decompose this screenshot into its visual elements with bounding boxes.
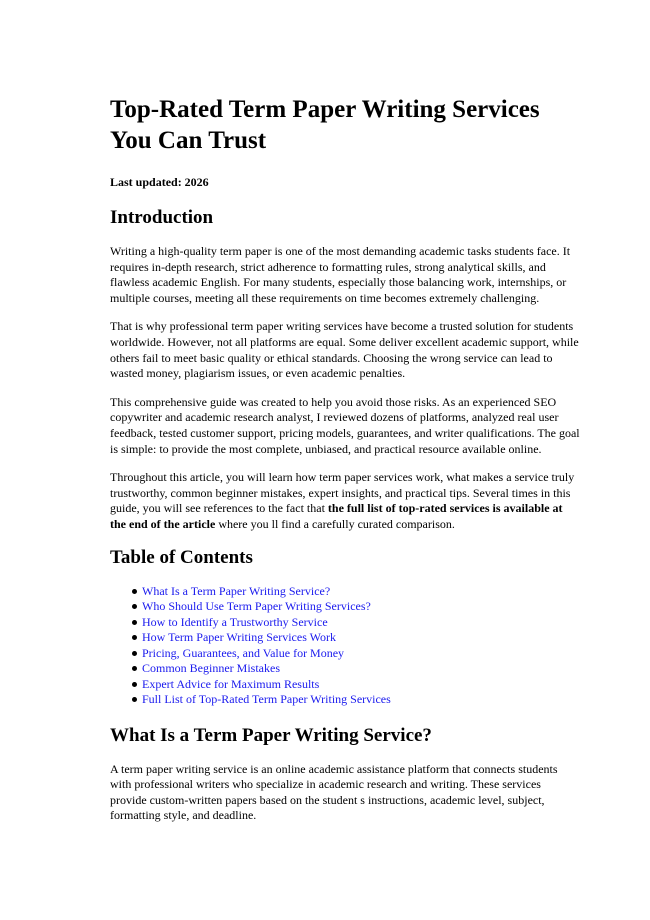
toc-item-mistakes xyxy=(132,661,580,677)
bullet-icon xyxy=(132,682,137,687)
intro-paragraph-3: This comprehensive guide was created to help you avoid those risks. As an experienced SEO copywriter and academic research analyst, I reviewed dozens of platforms, analyzed real user feedback, tested customer support, pricing models, guarantees, and writer qualifications. The goal is simple: to provide the most complete, unbiased, and practical resource available online. xyxy=(110,394,580,456)
intro-paragraph-1: Writing a high-quality term paper is one of the most demanding academic tasks students face. It requires in-depth research, strict adherence to formatting rules, strong analytical skills, and flawless academic English. For many students, especially those balancing work, internships, or multiple courses, meeting all these requirements on time becomes extremely challenging. xyxy=(110,244,571,305)
bullet-icon xyxy=(132,589,137,594)
toc-link-what-is[interactable]: What Is a Term Paper Writing Service? xyxy=(142,583,331,598)
toc-link-expert[interactable]: Expert Advice for Maximum Results xyxy=(142,676,320,691)
page-title: Top-Rated Term Paper Writing Services You Can Trust xyxy=(110,96,540,154)
bullet-icon xyxy=(132,635,137,640)
intro-p4-text-after: where you ll find a carefully curated comparison. xyxy=(215,516,455,531)
toc-link-mistakes[interactable]: Common Beginner Mistakes xyxy=(142,661,280,675)
section-what-is-heading: What Is a Term Paper Writing Service? xyxy=(110,724,432,746)
bullet-icon xyxy=(132,604,137,609)
toc-item-identify xyxy=(132,615,580,631)
bullet-icon xyxy=(132,651,137,656)
intro-p4-bold: the full list of top-rated services is available at the end of the article xyxy=(110,501,563,531)
intro-paragraph-4 xyxy=(110,470,580,532)
toc-item-expert xyxy=(132,677,580,693)
intro-heading: Introduction xyxy=(110,207,214,228)
toc-item-full-list xyxy=(132,692,580,708)
toc-link-who-should[interactable]: Who Should Use Term Paper Writing Services? xyxy=(142,599,371,613)
toc-item-who-should xyxy=(132,599,580,615)
last-updated: Last updated: 2026 xyxy=(110,175,209,189)
bullet-icon xyxy=(132,666,137,671)
toc-link-how-work[interactable]: How Term Paper Writing Services Work xyxy=(142,630,337,644)
toc-link-full-list[interactable]: Full List of Top-Rated Term Paper Writing Services xyxy=(142,692,391,706)
document-page xyxy=(110,94,580,837)
toc-link-pricing[interactable]: Pricing, Guarantees, and Value for Money xyxy=(142,645,345,660)
table-of-contents xyxy=(110,584,580,708)
toc-link-identify[interactable]: How to Identify a Trustworthy Service xyxy=(142,614,328,629)
toc-item-how-work xyxy=(132,630,580,646)
section-what-is-paragraph-1: A term paper writing service is an online academic assistance platform that connects students with professional writers who specialize in academic research and writing. These services provide custom-written papers based on the student s instructions, academic level, subject, formatting style, and deadline. xyxy=(110,761,558,823)
toc-heading: Table of Contents xyxy=(110,546,253,568)
intro-p4-text-before: Throughout this article, you will learn how term paper services work, what makes a service truly trustworthy, common beginner mistakes, expert insights, and practical tips. Several times in this guide, you will see references to the fact that xyxy=(110,470,575,516)
intro-paragraph-2: That is why professional term paper writing services have become a trusted solution for students worldwide. However, not all platforms are equal. Some deliver excellent academic support, while others fail to meet basic quality or ethical standards. Choosing the wrong service can lead to wasted money, plagiarism issues, or even academic penalties. xyxy=(110,319,579,381)
toc-item-what-is xyxy=(132,584,580,600)
bullet-icon xyxy=(132,697,137,702)
bullet-icon xyxy=(132,620,137,625)
toc-item-pricing xyxy=(132,646,580,662)
